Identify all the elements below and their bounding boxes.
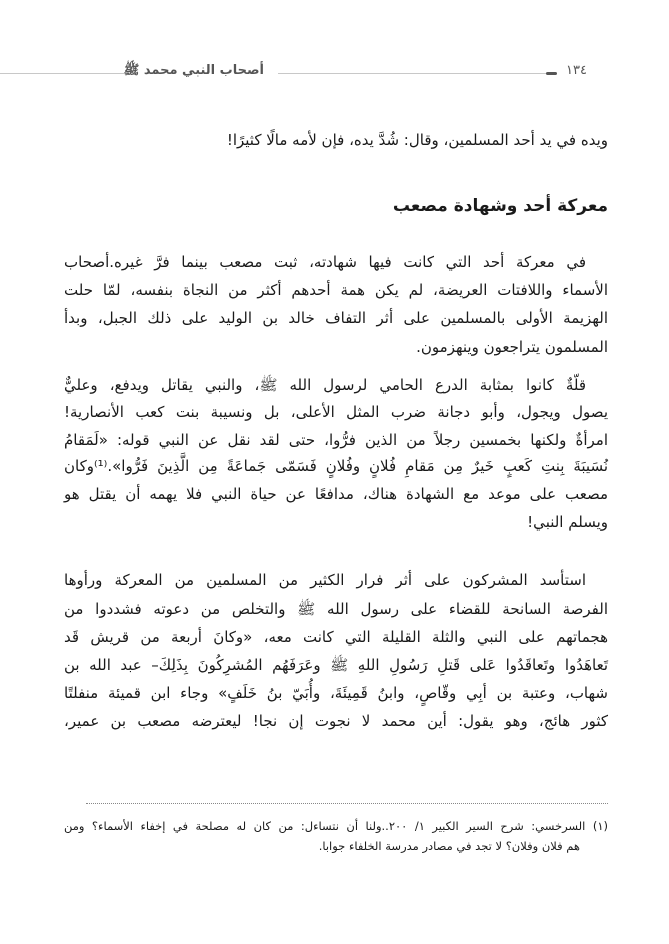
- page-number: ١٣٤: [566, 63, 587, 78]
- header-rule-right: [278, 73, 546, 74]
- text-line: هجماتهم على النبي والثلة القليلة التي كانت معه، «وكانَ أربعة من قريش قَد: [64, 628, 608, 646]
- text-line: استأسد المشركون على أثر فرار الكثير من المسلمين من المعركة ورأوها: [64, 571, 586, 589]
- intro-line: ويده في يد أحد المسلمين، وقال: شُدَّ يده، فإن لأمه مالًا كثيرًا!: [226, 131, 608, 149]
- text-line: المسلمون يتراجعون وينهزمون.: [416, 338, 608, 356]
- text-line: شهاب، وعتبة بن أبِي وقّاصٍ، وابنُ قَمِيئَةَ، وأُبَيّ بنُ خَلَفٍ» وجاء ابن قميئة منفلتًا: [64, 684, 608, 702]
- text-line: الهزيمة الأولى بالمسلمين على أثر التفاف خالد بن الوليد على ذلك الجبل، وبدأ: [64, 309, 608, 327]
- text-line: تَعاهَدُوا وتَعاقَدُوا عَلى قَتلِ رَسُولِ اللهِ ﷺ وعَرَفَهُم المُشرِكُونَ بِذَلِكَ– عبد الله بن: [64, 656, 608, 674]
- text-line: قلّةٌ كانوا بمثابة الدرع الحامي لرسول الله ﷺ، والنبي يقاتل ويدفع، وعليٌّ: [64, 376, 586, 394]
- section-heading: معركة أحد وشهادة مصعب: [392, 196, 608, 216]
- running-title: أصحاب النبي محمد ﷺ: [123, 63, 264, 78]
- footnote-separator: [86, 803, 608, 804]
- footnote-line: هم فلان وفلان؟ لا تجد في مصادر مدرسة الخلفاء جوابا.: [318, 839, 580, 853]
- text-line: في معركة أحد التي كانت فيها شهادته، ثبت مصعب بينما فرَّ غيره.أصحاب: [64, 253, 586, 271]
- header-rule-left: [0, 73, 125, 74]
- text-line: مصعب على موعد مع الشهادة هناك، مدافعًا عن حياة النبي فلا يهمه أن يقتل هو: [64, 485, 608, 503]
- text-line: ويسلم النبي!: [527, 513, 608, 531]
- footnote-line: (١) السرخسي: شرح السير الكبير ١/ ٢٠٠..ولنا أن نتساءل: من كان له مصلحة في إخفاء الأسماء؟ ومن: [64, 819, 609, 833]
- text-line: يصول ويجول، وأبو دجانة ضرب المثل الأعلى، بل ونسيبة بنت كعب الأنصارية!: [64, 403, 608, 421]
- text-line: الفرصة السانحة للقضاء على رسول الله ﷺ والتخلص من دعوته فشددوا من: [64, 600, 608, 618]
- text-line: نُسَيبَةَ بِنتِ كَعبٍ خَيرٌ مِن مَقامِ فُلانٍ وفُلانٍ فَسَمّى جَماعَةً مِن الَّذِينَ فَرُّوا».⁽¹⁾وكان: [64, 457, 608, 475]
- text-line: كثور هائج، وهو يقول: أين محمد لا نجوت إن نجا! ليعترضه مصعب بن عمير،: [64, 712, 608, 730]
- text-line: الأسماء واللافتات العريضة، لم يكن همة أحدهم أكثر من النجاة بنفسه، لمّا حلت: [64, 281, 608, 299]
- text-line: امرأةٌ ولكنها بخمسين رجلاً من الذين فرُّوا، حتى لقد نقل عن النبي قوله: «لَمَقامُ: [64, 431, 608, 449]
- header-dash: [546, 72, 557, 75]
